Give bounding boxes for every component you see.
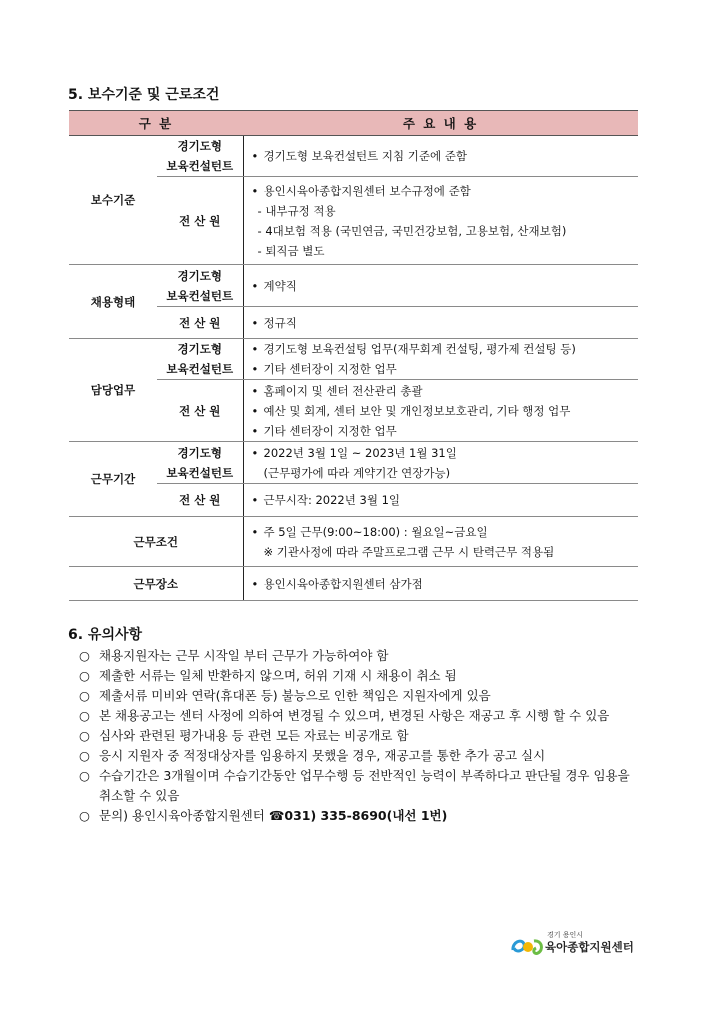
dash-line: - 퇴직금 별도 [257, 243, 325, 258]
sub-consultant: 경기도형 보육컨설턴트 [157, 442, 243, 484]
header-category: 구 분 [69, 111, 243, 136]
category-employment: 채용형태 [69, 265, 157, 339]
content-line: 홈페이지 및 센터 전산관리 총괄 [263, 383, 423, 398]
table-row [69, 442, 638, 484]
list-item: ○ 제출한 서류는 일체 반환하지 않으며, 허위 기재 시 채용이 취소 됨 [79, 666, 645, 686]
sub-it: 전 산 원 [157, 380, 243, 442]
content-note: ※ 기관사정에 따라 주말프로그램 근무 시 탄력근무 적용됨 [263, 544, 555, 559]
logo-name-text: 육아종합지원센터 [545, 940, 634, 954]
sub-consultant: 경기도형 보육컨설턴트 [157, 265, 243, 307]
section5-title: 5. 보수기준 및 근로조건 [68, 87, 220, 103]
center-logo [510, 930, 640, 960]
content-cell: • 용인시육아종합지원센터 보수규정에 준함 - 내부규정 적용 - 4대보험 적용 (국민연금, 국민건강보험, 고용보험, 산재보험) - 퇴직금 별도 [243, 177, 638, 265]
table-row [69, 265, 638, 307]
logo-city-text: 경기 용인시 [547, 931, 584, 939]
contact-text: 문의) 용인시육아종합지원센터 [99, 808, 265, 823]
list-item: ○ 채용지원자는 근무 시작일 부터 근무가 가능하여야 함 [79, 646, 645, 666]
circle-bullet-icon: ○ [79, 708, 90, 723]
circle-bullet-icon: ○ [79, 688, 90, 703]
table-row [69, 567, 638, 601]
sub-it: 전 산 원 [157, 307, 243, 339]
header-content: 주 요 내 용 [243, 111, 638, 136]
table-header [69, 111, 638, 136]
content-cell: • 계약직 [243, 265, 638, 307]
table-row [69, 136, 638, 177]
content-line: 기타 센터장이 지정한 업무 [263, 423, 397, 438]
content-line: 용인시육아종합지원센터 삼가점 [263, 576, 423, 591]
content-cell: • 홈페이지 및 센터 전산관리 총괄 • 예산 및 회계, 센터 보안 및 개인정보보호관리, 기타 행정 업무 • 기타 센터장이 지정한 업무 [243, 380, 638, 442]
sub-it: 전 산 원 [157, 177, 243, 265]
content-line: 기타 센터장이 지정한 업무 [263, 362, 397, 376]
content-line: 계약직 [263, 278, 297, 293]
contact-item [79, 806, 645, 826]
category-conditions: 근무조건 [69, 517, 243, 567]
content-cell: • 주 5일 근무(9:00~18:00) : 월요일~금요일 ※ 기관사정에 따라 주말프로그램 근무 시 탄력근무 적용됨 [243, 517, 638, 567]
content-cell: • 경기도형 보육컨설팅 업무(재무회계 컨설팅, 평가제 컨설팅 등) • 기타 센터장이 지정한 업무 [243, 339, 638, 380]
list-item: ○ 수습기간은 3개월이며 수습기간동안 업무수행 등 전반적인 능력이 부족하다고 판단될 경우 임용을 취소할 수 있음 [79, 768, 630, 803]
content-cell: • 경기도형 보육컨설턴트 지침 기준에 준함 [243, 136, 638, 177]
content-note: (근무평가에 따라 계약기간 연장가능) [263, 465, 451, 480]
dash-line: - 내부규정 적용 [257, 203, 336, 218]
logo-mark-icon [510, 930, 546, 958]
list-item: ○ 응시 지원자 중 적정대상자를 임용하지 못했을 경우, 재공고를 통한 추가 공고 실시 [79, 746, 645, 766]
table-row [69, 339, 638, 380]
sub-consultant: 경기도형 보육컨설턴트 [157, 339, 243, 380]
content-line: 정규직 [263, 315, 297, 330]
conditions-table [69, 110, 638, 601]
category-location: 근무장소 [69, 567, 243, 601]
content-line: 근무시작: 2022년 3월 1일 [263, 493, 401, 507]
circle-bullet-icon: ○ [79, 808, 90, 823]
content-line: 경기도형 보육컨설팅 업무(재무회계 컨설팅, 평가제 컨설팅 등) [263, 342, 576, 356]
content-cell: • 2022년 3월 1일 ~ 2023년 1월 31일 (근무평가에 따라 계약기간 연장가능) [243, 442, 638, 484]
content-line: 예산 및 회계, 센터 보안 및 개인정보보호관리, 기타 행정 업무 [263, 403, 571, 418]
circle-bullet-icon: ○ [79, 648, 90, 663]
circle-bullet-icon: ○ [79, 748, 90, 763]
table-row [69, 517, 638, 567]
list-item: ○ 본 채용공고는 센터 사정에 의하여 변경될 수 있으며, 변경된 사항은 재공고 후 시행 할 수 있음 [79, 706, 645, 726]
list-item: ○ 심사와 관련된 평가내용 등 관련 모든 자료는 비공개로 함 [79, 726, 645, 746]
content-cell: • 근무시작: 2022년 3월 1일 [243, 484, 638, 517]
circle-bullet-icon: ○ [79, 668, 90, 683]
content-line: 경기도형 보육컨설턴트 지침 기준에 준함 [263, 149, 467, 163]
circle-bullet-icon: ○ [79, 768, 90, 783]
content-line: 2022년 3월 1일 ~ 2023년 1월 31일 [263, 445, 457, 460]
category-period: 근무기간 [69, 442, 157, 517]
content-line: 주 5일 근무(9:00~18:00) : 월요일~금요일 [263, 524, 488, 539]
circle-bullet-icon: ○ [79, 728, 90, 743]
section6-title: 6. 유의사항 [68, 627, 143, 643]
notes-list [79, 646, 645, 826]
list-item: ○ 제출서류 미비와 연락(휴대폰 등) 불능으로 인한 책임은 지원자에게 있음 [79, 686, 645, 706]
sub-it: 전 산 원 [157, 484, 243, 517]
category-duties: 담당업무 [69, 339, 157, 442]
content-line: 용인시육아종합지원센터 보수규정에 준함 [263, 183, 471, 198]
category-pay: 보수기준 [69, 136, 157, 265]
contact-phone: ☎031) 335-8690(내선 1번) [268, 808, 448, 823]
dash-line: - 4대보험 적용 (국민연금, 국민건강보험, 고용보험, 산재보험) [257, 223, 567, 238]
content-cell: • 용인시육아종합지원센터 삼가점 [243, 567, 638, 601]
content-cell: • 정규직 [243, 307, 638, 339]
sub-consultant: 경기도형 보육컨설턴트 [157, 136, 243, 177]
